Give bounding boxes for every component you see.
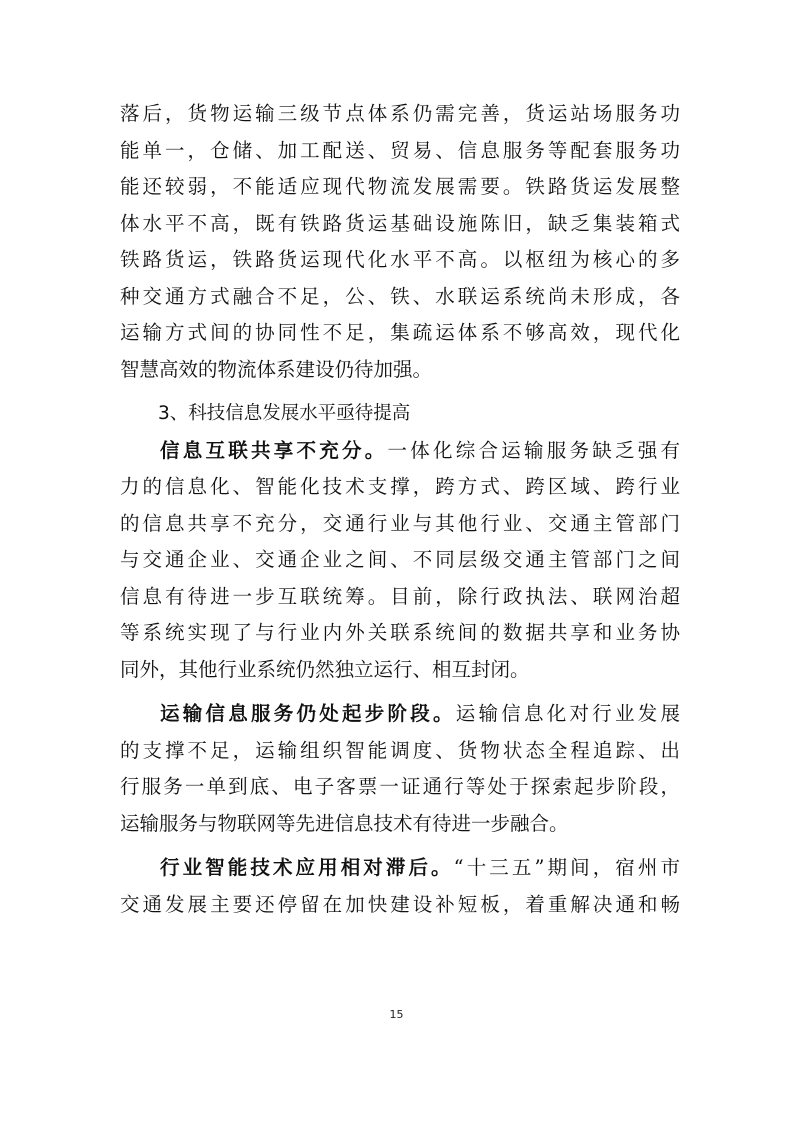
paragraph-line: 铁路货运，铁路货运现代化水平不高。以枢纽为核心的多 <box>120 248 680 271</box>
bold-lead: 行业智能技术应用相对滞后。 <box>160 856 454 879</box>
paragraph-first-line <box>120 850 680 887</box>
paragraph-line: 运输方式间的协同性不足，集疏运体系不够高效，现代化 <box>120 321 680 344</box>
first-line-text: 运输信息化对行业发展 <box>455 702 680 725</box>
paragraph-line: 体水平不高，既有铁路货运基础设施陈旧，缺乏集装箱式 <box>120 211 680 235</box>
paragraph-line: 的信息共享不充分，交通行业与其他行业、交通主管部门 <box>120 511 680 535</box>
spacer <box>120 842 680 850</box>
paragraph-line: 同外，其他行业系统仍然独立运行、相互封闭。 <box>120 657 530 681</box>
paragraph-line: 力的信息化、智能化技术支撑，跨方式、跨区域、跨行业 <box>120 475 680 498</box>
paragraph-line: 智慧高效的物流体系建设仍待加强。 <box>120 357 433 381</box>
paragraph-line: 等系统实现了与行业内外关联系统间的数据共享和业务协 <box>120 621 680 644</box>
paragraph-transport-info <box>120 696 680 842</box>
paragraph-line: 落后，货物运输三级节点体系仍需完善，货运站场服务功 <box>120 102 680 125</box>
paragraph-info-sharing <box>120 433 680 689</box>
page-number: 15 <box>389 1008 404 1021</box>
document-page <box>120 96 680 923</box>
paragraph-first-line <box>120 696 680 733</box>
paragraph-line: 信息有待进一步互联统筹。目前，除行政执法、联网治超 <box>120 584 680 608</box>
spacer <box>120 388 680 396</box>
first-line-text: 一体化综合运输服务缺乏强有 <box>387 438 680 462</box>
paragraph-line: 行服务一单到底、电子客票一证通行等处于探索起步阶段， <box>120 775 680 798</box>
section-heading: 3、科技信息发展水平亟待提高 <box>158 403 411 424</box>
paragraph-line: 的支撑不足，运输组织智能调度、货物状态全程追踪、出 <box>120 738 680 762</box>
paragraph-line: 种交通方式融合不足，公、铁、水联运系统尚未形成，各 <box>120 284 680 308</box>
paragraph-logistics <box>120 96 680 388</box>
spacer <box>120 688 680 696</box>
paragraph-smart-tech <box>120 850 680 923</box>
paragraph-line: 能单一，仓储、加工配送、贸易、信息服务等配套服务功 <box>120 138 680 162</box>
bold-lead: 信息互联共享不充分。 <box>160 438 388 462</box>
first-line-text: “十三五”期间，宿州市 <box>453 856 680 879</box>
paragraph-line: 与交通企业、交通企业之间、不同层级交通主管部门之间 <box>120 548 680 571</box>
bold-lead: 运输信息服务仍处起步阶段。 <box>160 702 456 725</box>
paragraph-line: 交通发展主要还停留在加快建设补短板，着重解决通和畅 <box>120 892 680 916</box>
paragraph-first-line <box>120 433 680 470</box>
paragraph-line: 运输服务与物联网等先进信息技术有待进一步融合。 <box>120 811 569 835</box>
paragraph-line: 能还较弱，不能适应现代物流发展需要。铁路货运发展整 <box>120 175 680 198</box>
